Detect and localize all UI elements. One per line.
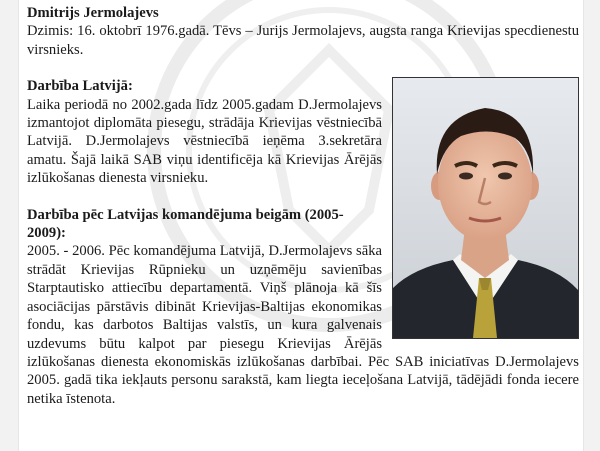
document-page bbox=[18, 0, 584, 451]
person-name: Dmitrijs Jermolajevs bbox=[27, 5, 159, 21]
document-content bbox=[27, 4, 579, 408]
portrait-photo bbox=[392, 77, 579, 339]
section-heading-latvia: Darbība Latvijā: bbox=[27, 78, 133, 95]
person-intro: Dzimis: 16. oktobrī 1976.gadā. Tēvs – Jurijs Jermolajevs, augsta ranga Krievijas specdienestu virsnieks. bbox=[27, 23, 579, 58]
section-heading-after-mission: Darbība pēc Latvijas komandējuma beigām (2005-2009): bbox=[27, 206, 344, 242]
section-body-after-mission: 2005. - 2006. Pēc komandējuma Latvijā, D.Jermolajevs sāka strādāt Krievijas Rūpnieku un uzņēmēju savienības Starptautisko attiecību departamentā. Viņš plānoja kā šīs asociācijas pārstāvis dibināt Krievijas-Baltijas ekonomikas fondu, kas darbotos Baltijas valstīs, un kura galvenais uzdevums būtu kalpot par piesegu Krievijas Ārējās izlūkošanas dienesta ekonomiskās izlūkošanas darbībai. Pēc SAB iniciatīvas D.Jermolajevs 2005. gadā tika iekļauts personu sarakstā, kam liegta ieceļošana Latvijā, tādējādi fonda iecere netika īstenota. bbox=[27, 243, 579, 407]
section-body-latvia: Laika periodā no 2002.gada līdz 2005.gadam D.Jermolajevs izmantojot diplomāta piesegu, strādāja Krievijas vēstniecībā Latvijā. D.Jermolajevs vēstniecībā ieņēma 3.sekretāra amatu. Šajā laikā SAB viņu identificēja kā Krievijas Ārējās izlūkošanas dienesta virsnieku. bbox=[27, 96, 382, 187]
